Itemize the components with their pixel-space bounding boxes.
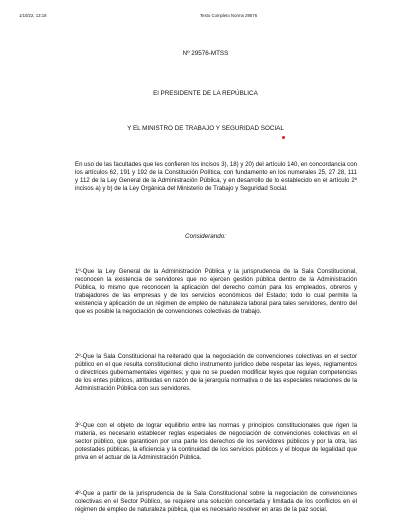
decree-number: Nº 29576-MTSS [182,50,229,57]
president-line: El PRESIDENTE DE LA REPÚBLICA [153,90,258,97]
considerando-paragraph-1: 1º-Que la Ley General de la Administración Pública y la jurisprudencia de la Sala Constitucional, reconocen la existencia de servidores que no ejercen gestión pública dentro de la Administración Pública, lo mismo que reconocen la aplicación del derecho común para los empleados, obreros y trabajadores de las empresas y de los servicios económicos del Estado; todo lo cual permite la existencia y aplicación de un régimen de empleo de naturaleza laboral para tales servidores, dentro del que es posible la negociación de convenciones colectivas de trabajo. [75,268,357,316]
considerando-paragraph-4: 4º-Que a partir de la jurisprudencia de la Sala Constitucional sobre la negociación de convenciones colectivas en el Sector Público, se requiere una solución concertada y limitada de los conflictos en el régimen de empleo de naturaleza pública, que es necesario resolver en aras de la paz social. [75,490,357,514]
intro-paragraph: En uso de las facultades que les confieren los incisos 3), 18) y 20) del artículo 140, en concordancia con los artículos 62, 191 y 192 de la Constitución Política, con fundamento en los numerales 25, 27 28, 111 y 112 de la Ley General de la Administración Pública, y en desarrollo de lo establecido en el artículo 2º incisos a) y b) de la Ley Orgánica del Ministerio de Trabajo y Seguridad Social. [75,161,357,193]
red-marker [282,136,285,139]
minister-line: Y EL MINISTRO DE TRABAJO Y SEGURIDAD SOCIAL [127,125,284,132]
print-header-title: Texto Completo Norma 29576 [200,13,258,18]
considerando-heading: Considerando: [185,233,226,240]
considerando-paragraph-2: 2º-Que la Sala Constitucional ha reiterado que la negociación de convenciones colectivas en el sector público en el que resulta constitucional dicho instrumento jurídico debe respetar las leyes, reglamentos o directrices gubernamentales vigentes; y que no se pueden modificar leyes que regulan competencias de los entes públicos, atribuidas en razón de la jerarquía normativa o de las especiales relaciones de la Administración Pública con sus servidores. [75,353,357,393]
considerando-paragraph-3: 3º-Que con el objeto de lograr equilibrio entre las normas y principios constitucionales que rigen la materia, es necesario establecer reglas especiales de negociación de convenciones colectivas en el sector público, que garanticen por una parte los derechos de los servidores públicos y por la otra, las potestades públicas, la eficiencia y la continuidad de los servicios públicos y el bloque de legalidad que priva en el actuar de la Administración Pública. [75,422,357,462]
print-header-date: 1/10/22, 13:18 [19,13,47,18]
